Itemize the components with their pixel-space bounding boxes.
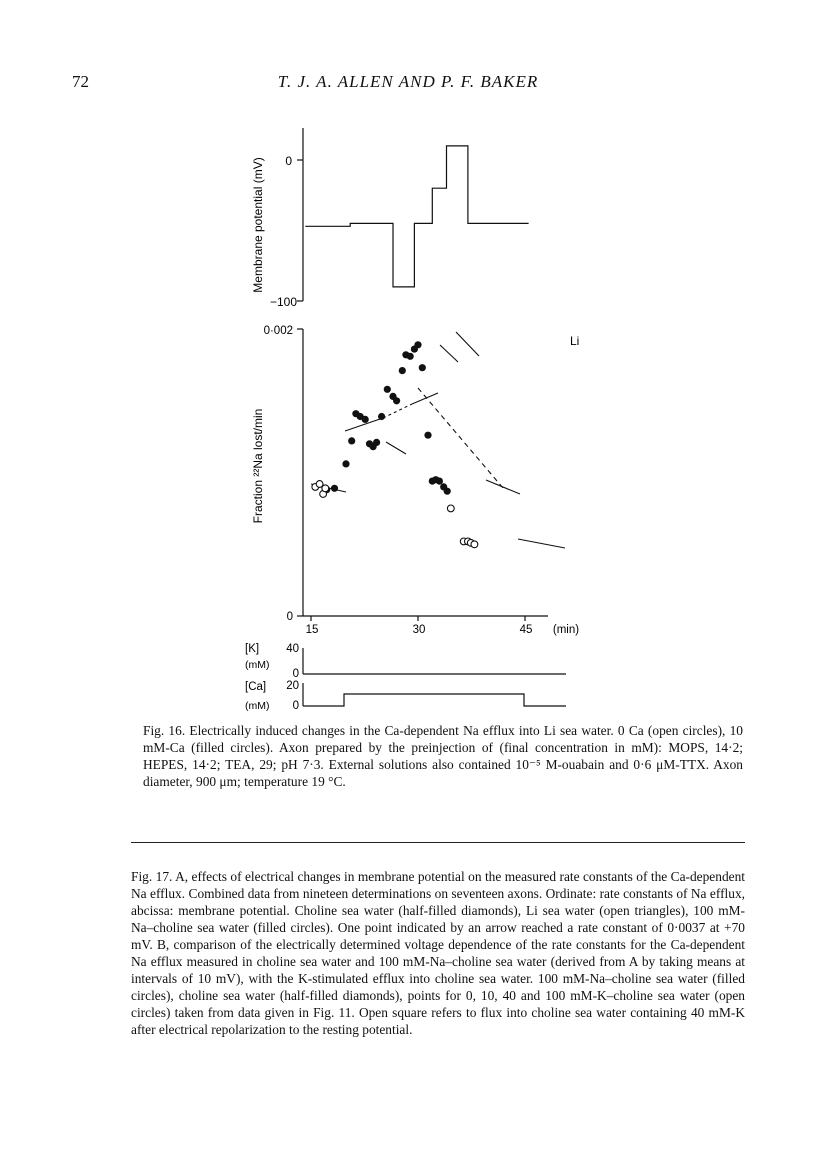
x-tick-30: 30 <box>412 624 426 636</box>
filled-point <box>436 478 443 485</box>
open-point <box>471 541 478 548</box>
figure-16-caption: Fig. 16. Electrically induced changes in the Ca-dependent Na efflux into Li sea water. 0 Ca (open circles), 10 mM-Ca (filled circles). Axon prepared by the preinjection of (final concentration in mM): MOPS, 14·2; HEPES, 14·2; TEA, 29; pH 7·3. External solutions also contained 10⁻⁵ M-ouabain and 0·6 μM-TTX. Axon diameter, 900 μm; temperature 19 °C. <box>143 723 743 789</box>
filled-point <box>414 341 421 348</box>
x-tick-45: 45 <box>519 624 533 636</box>
ca-trace <box>303 694 566 706</box>
fit-line <box>486 480 520 494</box>
filled-point <box>384 386 391 393</box>
k-unit: (mM) <box>245 659 270 671</box>
fit-line <box>412 393 438 404</box>
efflux-tick-zero: 0 <box>286 611 293 623</box>
filled-point <box>331 485 338 492</box>
voltage-tick-minus-100: −100 <box>269 295 297 309</box>
filled-point <box>407 353 414 360</box>
fit-line <box>383 404 412 418</box>
voltage-y-label: Membrane potential (mV) <box>251 157 265 293</box>
filled-point <box>393 397 400 404</box>
efflux-points <box>312 341 478 547</box>
running-head: T. J. A. ALLEN AND P. F. BAKER <box>277 72 539 91</box>
ca-tick-0: 0 <box>292 700 299 712</box>
fit-line <box>440 345 458 362</box>
figure-17-caption: Fig. 17. A, effects of electrical changes in membrane potential on the measured rate constants of the Ca-dependent Na efflux. Combined data from nineteen determinations on seventeen axons. Ordinate: rate constants of Na efflux, abcissa: membrane potential. Choline sea water (half-filled diamonds), Li sea water (open triangles), 100 mM-Na–choline sea water (filled circles). One point indicated by an arrow reached a rate constant of 0·0037 at +70 mV. B, comparison of the electrically determined voltage dependence of the rate constants for the Ca-dependent Na efflux measured in choline sea water and 100 mM-Na–choline sea water (derived from A by taking means at intervals of 10 mV), with the K-stimulated efflux into choline sea water. 100 mM-Na–choline sea water (filled circles), choline sea water (half-filled diamonds), points for 0, 10, 40 and 100 mM-K–choline sea water (open circles) taken from data given in Fig. 11. Open square refers to flux into choline sea water containing 40 mM-K after electrical repolarization to the resting potential. <box>131 869 745 1037</box>
filled-point <box>378 413 385 420</box>
k-tick-0: 0 <box>292 668 299 680</box>
fit-line <box>518 539 565 548</box>
k-label: [K] <box>245 643 260 655</box>
filled-point <box>399 367 406 374</box>
fit-line <box>456 332 479 356</box>
filled-point <box>348 437 355 444</box>
fit-line <box>386 442 406 454</box>
ca-label: [Ca] <box>245 681 267 693</box>
section-divider <box>131 842 745 843</box>
voltage-trace <box>305 146 528 287</box>
series-label-li: Li <box>570 334 580 348</box>
open-point <box>447 505 454 512</box>
filled-point <box>373 439 380 446</box>
ca-unit: (mM) <box>245 700 270 712</box>
open-point <box>322 485 329 492</box>
k-tick-40: 40 <box>286 643 299 655</box>
x-tick-15: 15 <box>305 624 319 636</box>
efflux-tick-top: 0·002 <box>263 325 293 337</box>
fit-line <box>418 388 503 488</box>
efflux-y-label: Fraction ²²Na lost/min <box>251 408 265 524</box>
ca-tick-20: 20 <box>286 680 299 692</box>
page-number: 72 <box>72 72 89 91</box>
filled-point <box>419 364 426 371</box>
voltage-tick-0: 0 <box>285 154 292 168</box>
filled-point <box>362 416 369 423</box>
filled-point <box>342 460 349 467</box>
filled-point <box>444 488 451 495</box>
filled-point <box>424 432 431 439</box>
x-axis-unit: (min) <box>552 624 580 636</box>
